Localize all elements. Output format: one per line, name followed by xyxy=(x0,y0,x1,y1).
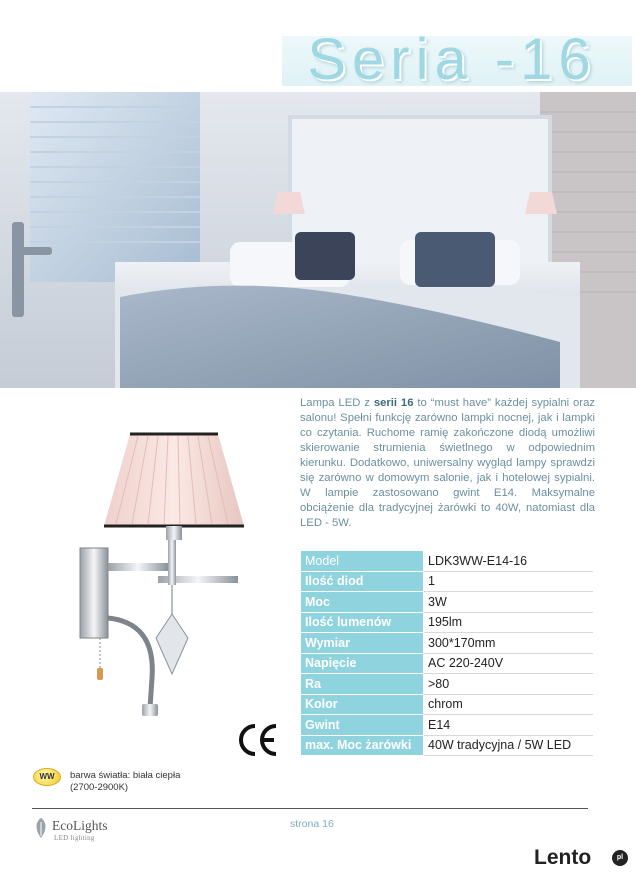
product-image xyxy=(78,428,258,728)
spec-value: AC 220-240V xyxy=(424,653,593,674)
spec-table xyxy=(300,550,593,756)
spec-key: Gwint xyxy=(301,715,424,736)
spec-key: Model xyxy=(301,551,424,572)
spec-key: Ilość diod xyxy=(301,571,424,592)
spec-value: 195lm xyxy=(424,612,593,633)
spec-row xyxy=(301,592,593,613)
page-title: Seria -16 xyxy=(307,27,597,92)
light-color-info xyxy=(70,770,250,794)
ww-badge: WW xyxy=(33,768,61,786)
spec-row xyxy=(301,653,593,674)
spec-row xyxy=(301,571,593,592)
spec-row xyxy=(301,551,593,572)
brand-name: EcoLights xyxy=(52,818,108,833)
series-highlight: serii 16 xyxy=(373,397,414,409)
page-number: strona 16 xyxy=(290,818,334,830)
spec-value: 40W tradycyjna / 5W LED xyxy=(424,735,593,756)
spec-row xyxy=(301,715,593,736)
ecolights-leaf-icon xyxy=(33,816,49,840)
spec-row xyxy=(301,674,593,695)
spec-key: Napięcie xyxy=(301,653,424,674)
spec-key: Ra xyxy=(301,674,424,695)
spec-row xyxy=(301,633,593,654)
spec-value: LDK3WW-E14-16 xyxy=(424,551,593,572)
spec-value: chrom xyxy=(424,694,593,715)
spec-value: >80 xyxy=(424,674,593,695)
spec-value: 1 xyxy=(424,571,593,592)
spec-key: Ilość lumenów xyxy=(301,612,424,633)
spec-value: E14 xyxy=(424,715,593,736)
bedroom-photo xyxy=(0,92,636,388)
spec-key: max. Moc żarówki xyxy=(301,735,424,756)
spec-value: 300*170mm xyxy=(424,633,593,654)
spec-row xyxy=(301,612,593,633)
spec-key: Wymiar xyxy=(301,633,424,654)
brand-subtitle: LED lighting xyxy=(54,834,95,842)
light-color-label: barwa światła: biała ciepła xyxy=(70,770,181,781)
footer-divider xyxy=(32,808,588,809)
spec-key: Moc xyxy=(301,592,424,613)
watermark-logo: Lento xyxy=(534,846,592,869)
watermark-domain: pl xyxy=(612,850,628,866)
light-color-range: (2700-2900K) xyxy=(70,782,129,793)
spec-key: Kolor xyxy=(301,694,424,715)
spec-row xyxy=(301,694,593,715)
spec-value: 3W xyxy=(424,592,593,613)
product-description: Lampa LED z serii 16 to “must have” każdej sypialni oraz salonu! Spełni funkcję zarówno lampki nocnej, jak i lampki co czytania. Ruchome ramię zakończone diodą umożliwi skierowanie strumienia świetlnego w odpowiednim kierunku. Dodatkowo, uniwersalny wygląd lampy sprawdzi się zarówno w domowym salonie, jak i hotelowej sypialni. W lampie zastosowano gwint E14. Maksymalne obciążenie dla tradycyjnej żarówki to 40W, natomiast dla LED - 5W. xyxy=(300,397,595,529)
ce-mark-icon xyxy=(236,720,280,760)
spec-row xyxy=(301,735,593,756)
